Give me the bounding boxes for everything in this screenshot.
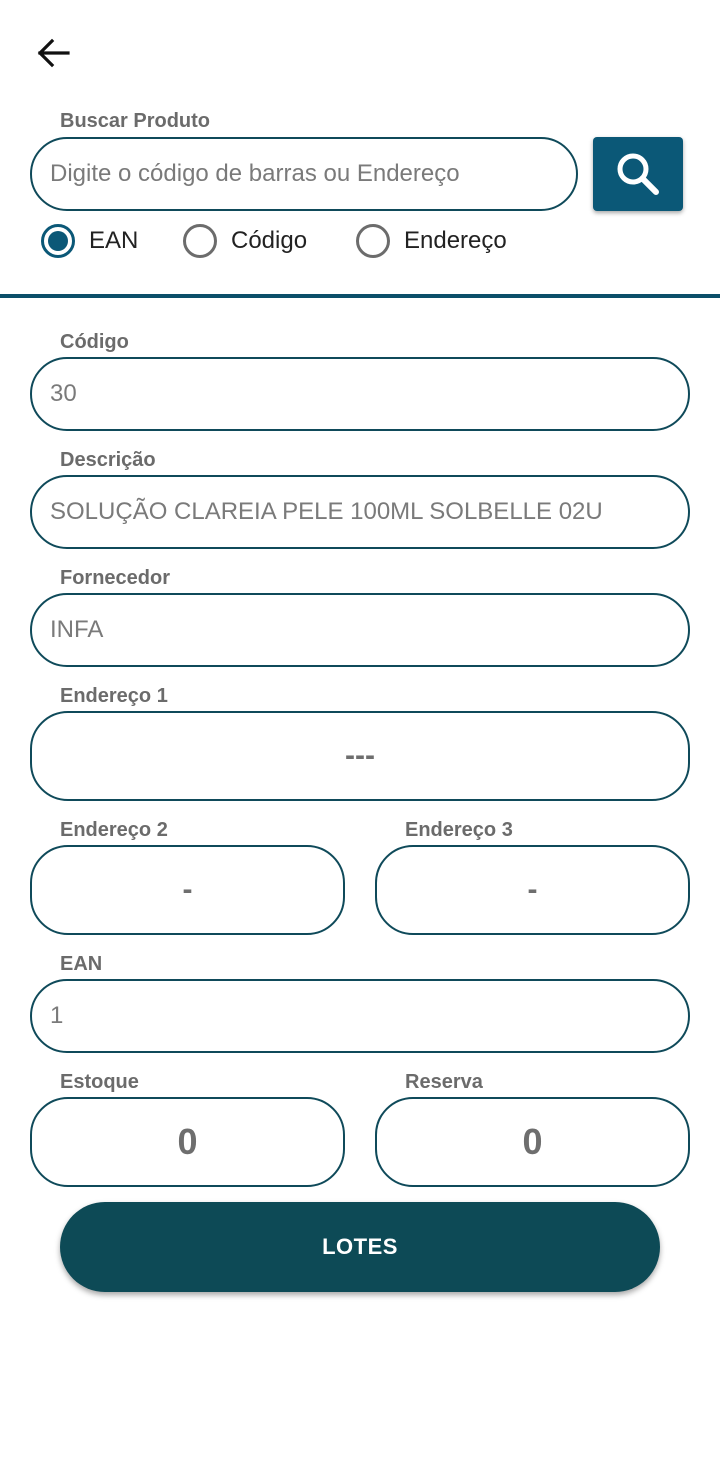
- endereco1-label: Endereço 1: [60, 685, 168, 707]
- estoque-label: Estoque: [60, 1071, 139, 1093]
- lotes-button-label: LOTES: [322, 1234, 398, 1259]
- endereco3-label: Endereço 3: [405, 819, 513, 841]
- ean-label: EAN: [60, 953, 103, 975]
- back-button[interactable]: [28, 28, 78, 78]
- codigo-label: Código: [60, 331, 129, 353]
- search-icon: [614, 150, 662, 198]
- endereco2-value: -: [182, 873, 193, 906]
- search-input[interactable]: [30, 137, 578, 211]
- fornecedor-field: [30, 593, 690, 667]
- endereco1-value: ---: [345, 739, 375, 772]
- endereco3-value: -: [527, 873, 538, 906]
- radio-codigo-label: Código: [231, 227, 308, 254]
- estoque-value: 0: [177, 1121, 198, 1162]
- reserva-label: Reserva: [405, 1071, 483, 1093]
- radio-endereco-indicator: [356, 224, 390, 258]
- endereco2-label: Endereço 2: [60, 819, 168, 841]
- fornecedor-label: Fornecedor: [60, 567, 171, 589]
- search-label: Buscar Produto: [60, 110, 211, 132]
- radio-ean[interactable]: [41, 224, 138, 258]
- radio-endereco[interactable]: [356, 224, 507, 258]
- ean-field: [30, 979, 690, 1053]
- radio-endereco-label: Endereço: [404, 227, 507, 254]
- section-divider: [0, 294, 720, 298]
- endereco2-field: [30, 845, 345, 935]
- codigo-field: [30, 357, 690, 431]
- arrow-left-icon: [36, 38, 70, 68]
- ean-value: 1: [50, 1002, 64, 1029]
- reserva-field: [375, 1097, 690, 1187]
- radio-codigo-indicator: [183, 224, 217, 258]
- search-button[interactable]: [593, 137, 683, 211]
- fornecedor-value: INFA: [50, 616, 104, 643]
- radio-ean-indicator: [41, 224, 75, 258]
- descricao-label: Descrição: [60, 449, 156, 471]
- descricao-field: [30, 475, 690, 549]
- estoque-field: [30, 1097, 345, 1187]
- endereco3-field: [375, 845, 690, 935]
- radio-codigo[interactable]: [183, 224, 307, 258]
- reserva-value: 0: [522, 1121, 543, 1162]
- lotes-button[interactable]: [60, 1202, 660, 1292]
- descricao-value: SOLUÇÃO CLAREIA PELE 100ML SOLBELLE 02U: [50, 498, 603, 525]
- codigo-value: 30: [50, 380, 77, 407]
- endereco1-field: [30, 711, 690, 801]
- radio-ean-label: EAN: [89, 227, 139, 254]
